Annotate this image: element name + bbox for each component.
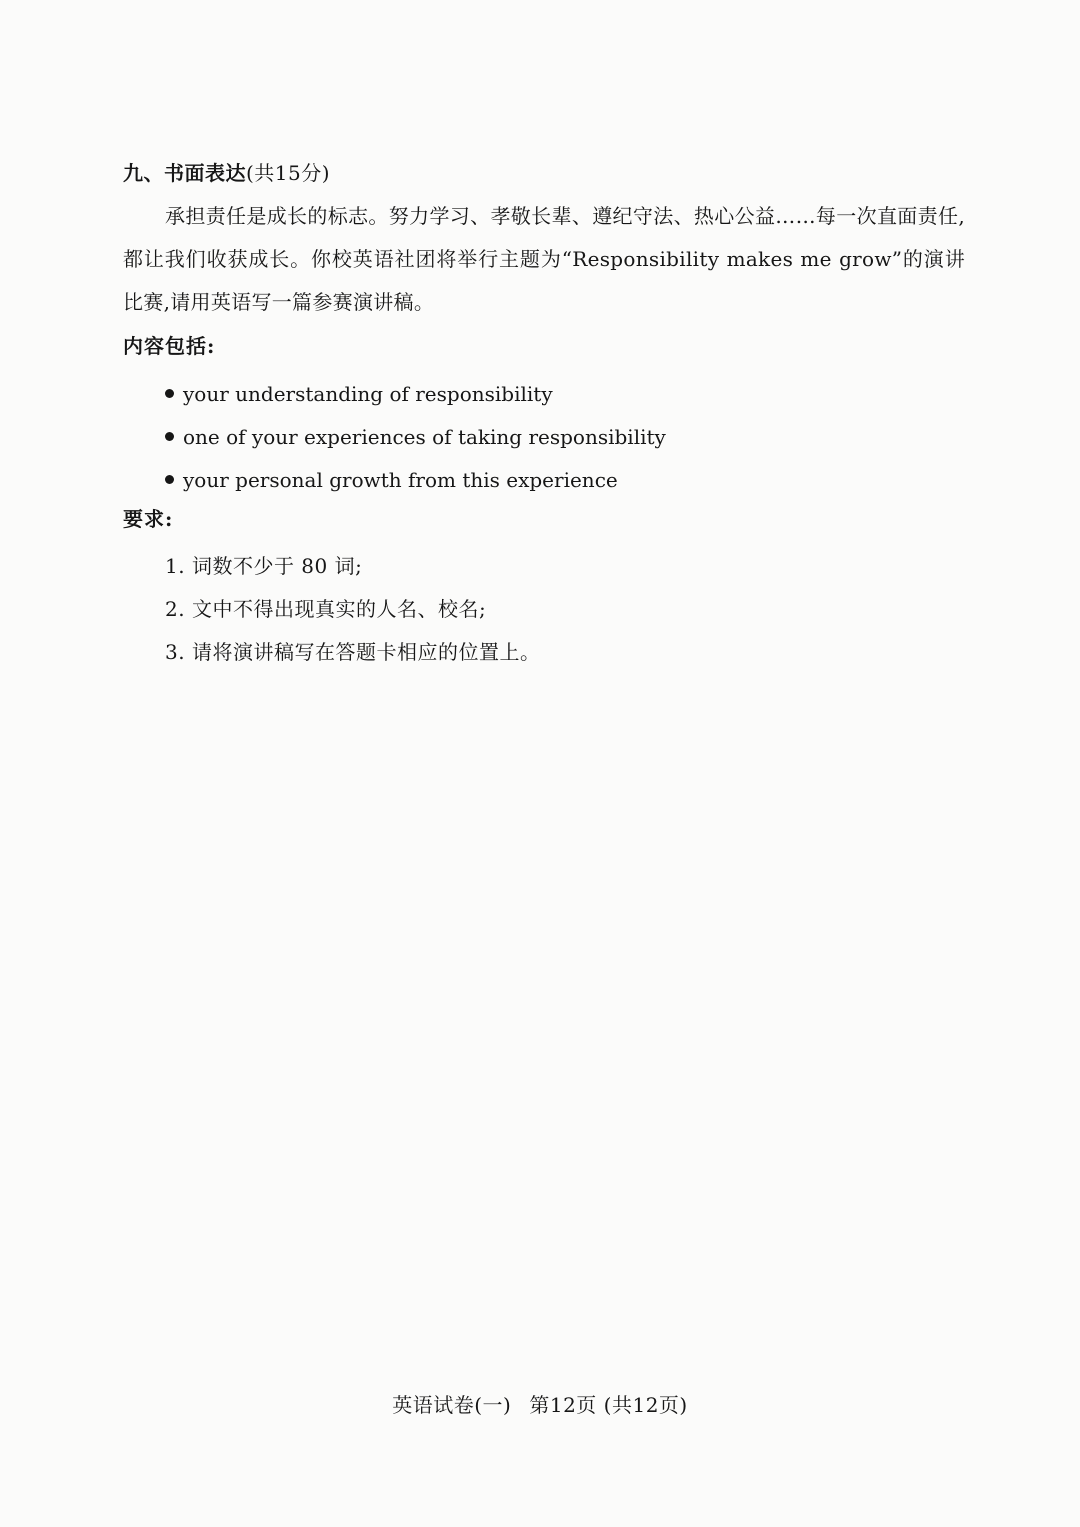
list-item — [165, 459, 666, 502]
page-footer — [0, 1388, 1080, 1422]
section-score: (共15分) — [246, 161, 331, 185]
bullet-icon — [165, 432, 174, 441]
list-item: 1. 词数不少于 80 词; — [165, 554, 363, 578]
content-item-text: one of your experiences of taking responsibility — [183, 425, 666, 449]
content-item-text: your personal growth from this experience — [183, 468, 618, 492]
list-item — [165, 373, 666, 416]
requirements-heading: 要求: — [123, 507, 174, 531]
section-title — [123, 156, 330, 190]
list-item — [165, 416, 666, 459]
writing-prompt: 承担责任是成长的标志。努力学习、孝敬长辈、遵纪守法、热心公益……每一次直面责任,都让我们收获成长。你校英语社团将举行主题为“Responsibility makes me grow”的演讲比赛,请用英语写一篇参赛演讲稿。 — [123, 204, 965, 314]
requirements-list — [165, 545, 540, 674]
paper-name: 英语试卷(一) — [392, 1393, 512, 1417]
content-list — [165, 373, 666, 502]
content-item-text: your understanding of responsibility — [183, 382, 553, 406]
list-item: 2. 文中不得出现真实的人名、校名; — [165, 597, 487, 621]
bullet-icon — [165, 475, 174, 484]
page-number: 第12页 (共12页) — [529, 1393, 688, 1417]
section-title-text: 九、书面表达 — [123, 161, 246, 185]
bullet-icon — [165, 389, 174, 398]
list-item: 3. 请将演讲稿写在答题卡相应的位置上。 — [165, 640, 541, 664]
content-heading: 内容包括: — [123, 334, 216, 358]
